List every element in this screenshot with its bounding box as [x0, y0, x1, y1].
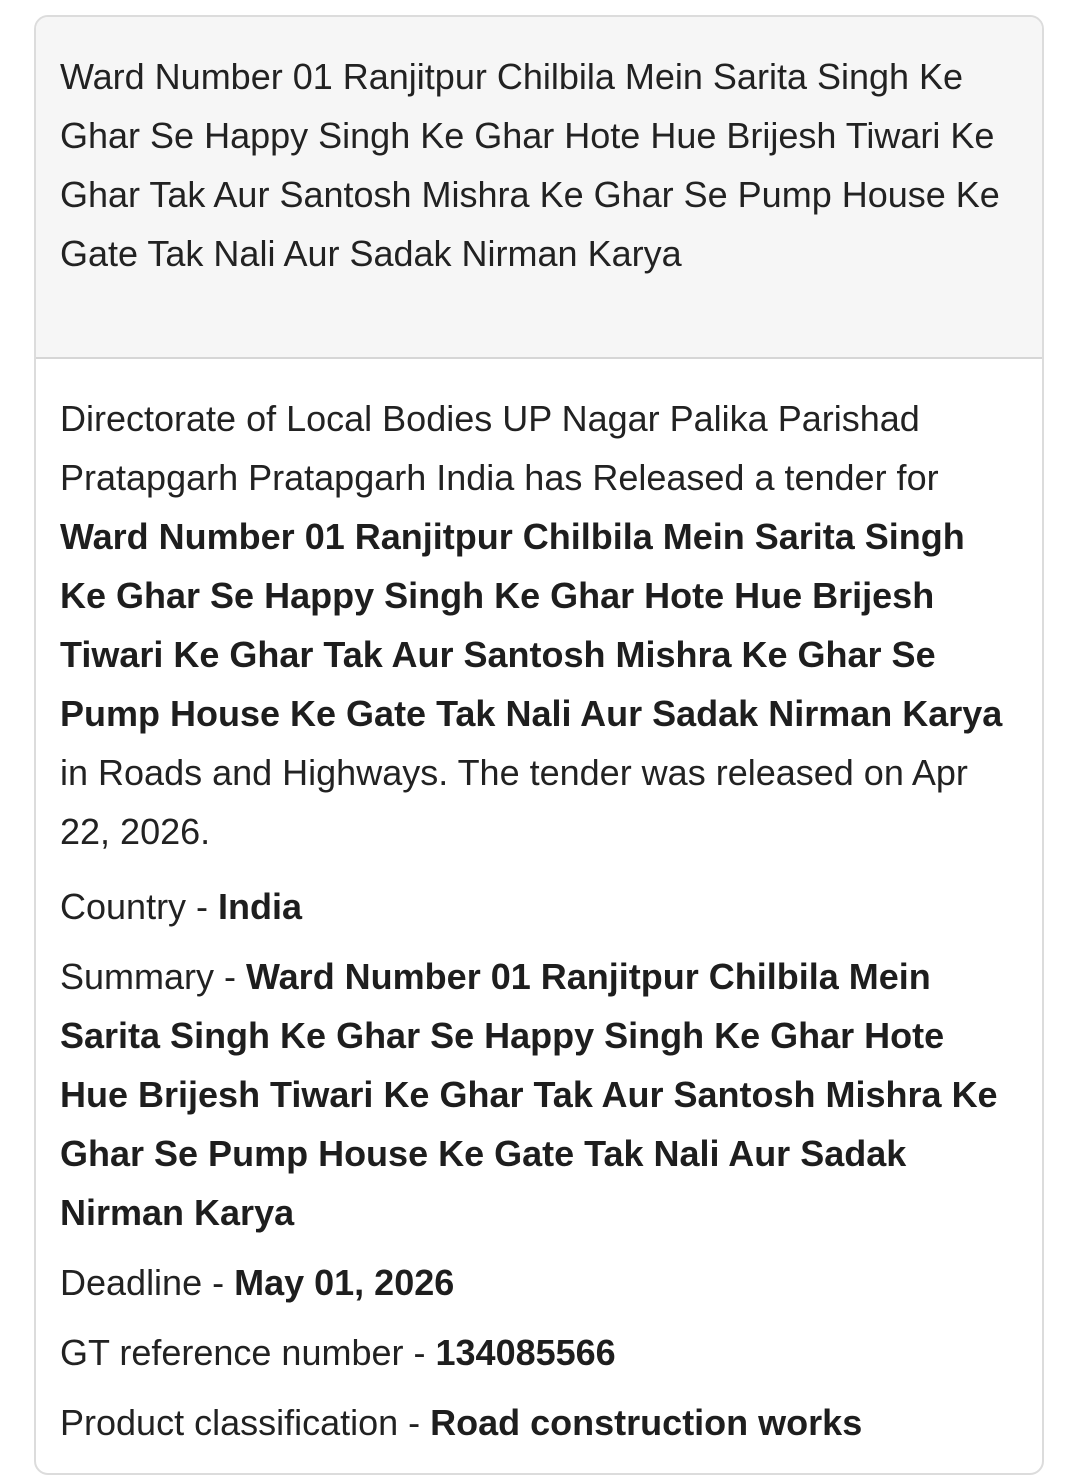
country-value: India: [218, 886, 303, 927]
gt-reference-label: GT reference number -: [60, 1332, 436, 1373]
summary-label: Summary -: [60, 956, 247, 997]
deadline-value: May 01, 2026: [234, 1262, 455, 1303]
tender-card: [34, 15, 1044, 1475]
gt-reference-value: 134085566: [435, 1332, 616, 1373]
tender-card-header: [36, 17, 1042, 359]
product-classification-label: Product classification -: [60, 1402, 431, 1443]
description-tender-name: Ward Number 01 Ranjitpur Chilbila Mein Sarita Singh Ke Ghar Se Happy Singh Ke Ghar Hote Hue Brijesh Tiwari Ke Ghar Tak Aur Santosh Mishra Ke Ghar Se Pump House Ke Gate Tak Nali Aur Sadak Nirman Karya: [60, 516, 1003, 734]
description-suffix: in Roads and Highways. The tender was released on Apr 22, 2026.: [60, 752, 968, 852]
gt-reference-row: [60, 1323, 1018, 1382]
summary-row: [60, 947, 1018, 1242]
tender-description: [60, 389, 1018, 861]
tender-title: Ward Number 01 Ranjitpur Chilbila Mein Sarita Singh Ke Ghar Se Happy Singh Ke Ghar Hote Hue Brijesh Tiwari Ke Ghar Tak Aur Santosh Mishra Ke Ghar Se Pump House Ke Gate Tak Nali Aur Sadak Nirman Karya: [60, 56, 1000, 274]
tender-card-body: [36, 359, 1042, 1452]
description-prefix: Directorate of Local Bodies UP Nagar Palika Parishad Pratapgarh Pratapgarh India has Released a tender for: [60, 398, 939, 498]
country-label: Country -: [60, 886, 219, 927]
deadline-row: [60, 1253, 1018, 1312]
summary-value: Ward Number 01 Ranjitpur Chilbila Mein Sarita Singh Ke Ghar Se Happy Singh Ke Ghar Hote Hue Brijesh Tiwari Ke Ghar Tak Aur Santosh Mishra Ke Ghar Se Pump House Ke Gate Tak Nali Aur Sadak Nirman Karya: [60, 956, 998, 1233]
deadline-label: Deadline -: [60, 1262, 235, 1303]
product-classification-value: Road construction works: [430, 1402, 863, 1443]
country-row: [60, 877, 1018, 936]
product-classification-row: [60, 1393, 1018, 1452]
